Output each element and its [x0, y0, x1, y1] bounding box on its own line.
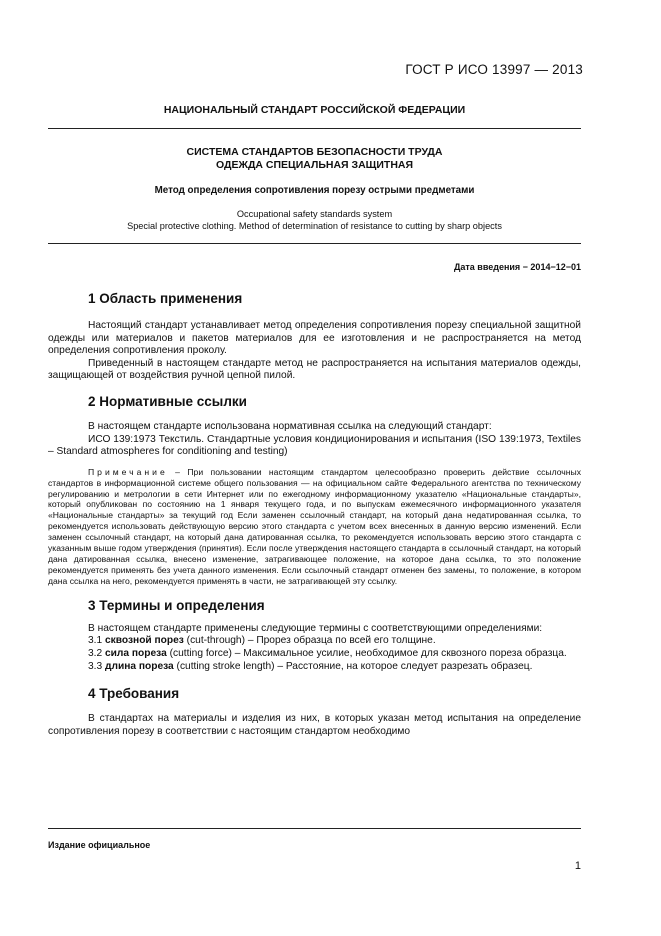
section2-paragraph1: В настоящем стандарте использована нормативная ссылка на следующий стандарт:: [88, 420, 492, 432]
term-3-1-term: сквозной порез: [105, 635, 184, 647]
section4-heading: 4 Требования: [88, 686, 180, 702]
title-english: [48, 208, 581, 232]
note-paragraph: [48, 467, 581, 587]
term-3-3-definition: (cutting stroke length) – Расстояние, на которое следует разрезать образец.: [173, 660, 533, 672]
national-standard-caption: НАЦИОНАЛЬНЫЙ СТАНДАРТ РОССИЙСКОЙ ФЕДЕРАЦИИ: [163, 104, 466, 116]
page-number: 1: [574, 860, 581, 872]
title-english-line1: Occupational safety standards system: [236, 209, 393, 219]
section1-heading: 1 Область применения: [88, 291, 243, 306]
edition-label: Издание официальное: [48, 840, 151, 850]
section3-intro: В настоящем стандарте применены следующие термины с соответствующими определениями:: [88, 622, 543, 634]
gost-number: ГОСТ Р ИСО 13997 — 2013: [405, 62, 583, 77]
term-3-2-definition: (cutting force) – Максимальное усилие, необходимое для сквозного пореза образца.: [166, 647, 567, 659]
section2-paragraph2: ИСО 139:1973 Текстиль. Стандартные условия кондиционирования и испытания (ISO 139:1973, Textiles – Standard atmospheres for conditioning and testing): [48, 433, 581, 458]
note-label: Примечание: [88, 466, 168, 477]
section2-heading: 2 Нормативные ссылки: [88, 393, 247, 409]
term-3-2-number: 3.2: [88, 647, 105, 659]
term-3-1-definition: (cut-through) – Прорез образца по всей его толщине.: [183, 635, 436, 647]
title-system: СИСТЕМА СТАНДАРТОВ БЕЗОПАСНОСТИ ТРУДА: [186, 146, 443, 158]
footer-rule: [48, 828, 581, 829]
term-3-3: [48, 661, 581, 674]
term-3-1-number: 3.1: [88, 635, 105, 647]
title-rule: [48, 243, 581, 244]
term-3-2: [48, 648, 581, 661]
note-text: – При пользовании настоящим стандартом целесообразно проверить действие ссылочных стандартов в информационной системе общего пользования — на официальном сайте Федерального агентства по техническому регулированию и метрологии в сети Интернет или по ежегодному информационному указателю «Национальные стандарты», который опубликован по состоянию на 1 января текущего года, и по выпускам ежемесячного информационного указателя «Национальные стандарты» за текущий год Если заменен ссылочный стандарт, на который дана недатированная ссылка, то рекомендуется использовать действующую версию этого стандарта с учетом всех внесенных в данную версию изменений. Если заменен ссылочный стандарт, на который дана датированная ссылка, то рекомендуется использовать версию этого стандарта с указанным выше годом утверждения (принятия). Если после утверждения настоящего стандарта в ссылочный стандарт, на который дана датированная ссылка, внесено изменение, затрагивающее положение, на которое дана ссылка, то это положение рекомендуется применять без учета данного изменения. Если ссылочный стандарт отменен без замены, то положение, в котором дана ссылка на него, рекомендуется применять в части, не затрагивающей эту ссылку.: [48, 466, 581, 586]
section1-paragraph1: Настоящий стандарт устанавливает метод определения сопротивления порезу специальной защитной одежды или материалов и пакетов материалов для ее изготовления и не распространяется на метод определения сопротивления проколу.: [48, 320, 581, 357]
title-clothing: ОДЕЖДА СПЕЦИАЛЬНАЯ ЗАЩИТНАЯ: [215, 159, 414, 171]
title-english-line2: Special protective clothing. Method of determination of resistance to cutting by sharp objects: [127, 221, 502, 231]
section3-heading: 3 Термины и определения: [88, 597, 265, 613]
term-3-3-number: 3.3: [88, 660, 105, 672]
term-3-1: [48, 635, 581, 648]
title-block: [48, 146, 581, 232]
term-3-2-term: сила пореза: [105, 647, 167, 659]
document-body: [48, 288, 581, 738]
section1-paragraph2: Приведенный в настоящем стандарте метод не распространяется на испытания материалов одежды, защищающей от воздействия ручной цепной пилой.: [48, 357, 581, 382]
date-introduced: Дата введения − 2014−12−01: [453, 262, 581, 272]
header-rule: [48, 128, 581, 129]
term-3-3-term: длина пореза: [105, 660, 174, 672]
section4-paragraph1: В стандартах на материалы и изделия из них, в которых указан метод испытания на определение сопротивления порезу в соответствии с настоящим стандартом необходимо: [48, 713, 581, 737]
title-method: Метод определения сопротивления порезу острыми предметами: [154, 185, 475, 196]
